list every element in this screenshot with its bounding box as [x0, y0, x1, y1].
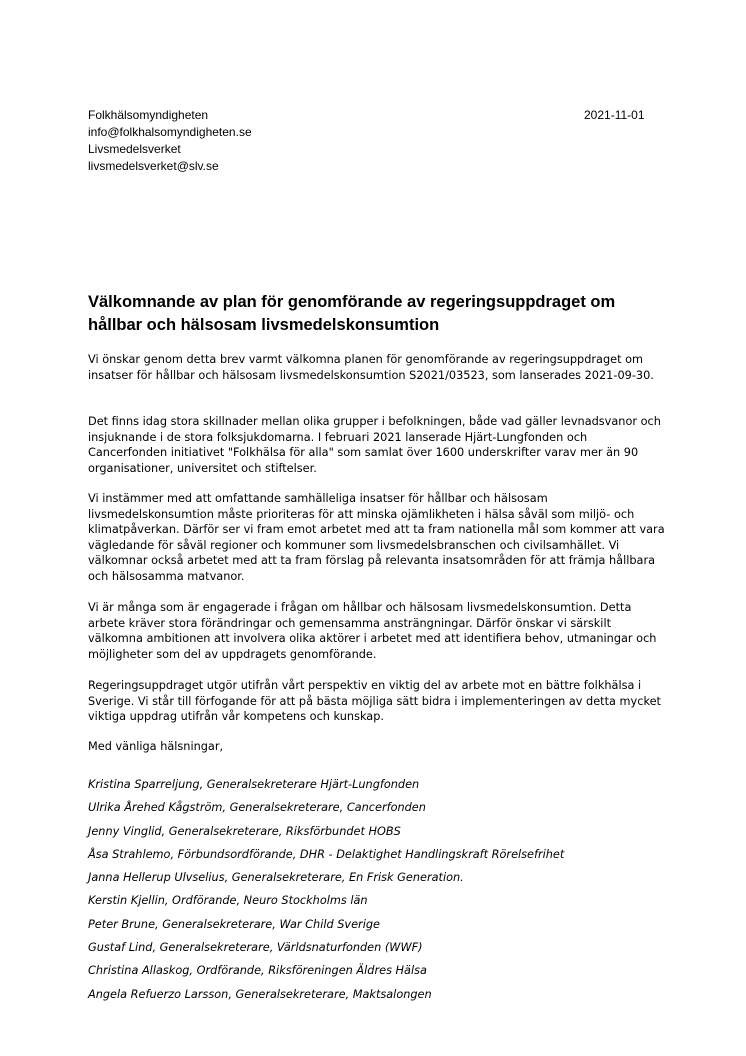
letter-date: 2021-11-01	[584, 108, 645, 122]
signatory-line: Ulrika Årehed Kågström, Generalsekreterare, Cancerfonden	[88, 801, 426, 815]
signatory-list	[88, 777, 564, 1010]
body-paragraph-support: Regeringsuppdraget utgör utifrån vårt perspektiv en viktig del av arbete mot en bättre folkhälsa i Sverige. Vi står till förfogande för att på bästa möjliga sätt bidra i implementeringen av detta mycket viktiga uppdrag utifrån vår kompetens och kunskap.	[88, 679, 661, 724]
sender-email-livsmedelsverket: livsmedelsverket@slv.se	[88, 159, 219, 173]
signatory-line: Kristina Sparreljung, Generalsekreterare Hjärt-Lungfonden	[88, 778, 420, 791]
signatory-line: Janna Hellerup Ulvselius, Generalsekreterare, En Frisk Generation.	[88, 871, 464, 885]
sender-address-block	[88, 107, 252, 175]
signatory-line: Jenny Vinglid, Generalsekreterare, Riksförbundet HOBS	[88, 824, 401, 838]
body-paragraph-intro: Vi önskar genom detta brev varmt välkomna planen för genomförande av regeringsuppdraget om insatser för hållbar och hälsosam livsmedelskonsumtion S2021/03523, som lanserades 2021-09-30.	[88, 353, 654, 382]
closing-greeting: Med vänliga hälsningar,	[88, 740, 224, 753]
signatory-line: Peter Brune, Generalsekreterare, War Child Sverige	[88, 917, 380, 931]
body-paragraph-priorities: Vi instämmer med att omfattande samhälleliga insatser för hållbar och hälsosam livsmedelskonsumtion måste prioriteras för att minska ojämlikheten i hälsa såväl som miljö- och klimatpåverkan. Därför ser vi fram emot arbetet med att ta fram nationella mål som kommer att vara vägledande för såväl regioner och kommuner som livsmedelsbranschen och civilsamhället. Vi välkomnar också arbetet med att ta fram förslag på relevanta insatsområden för att främja hållbara och hälsosamma matvanor.	[88, 492, 665, 583]
letter-title: Välkomnande av plan för genomförande av regeringsuppdraget om hållbar och hälsosam livsmedelskonsumtion	[88, 293, 616, 334]
signatory-line: Kerstin Kjellin, Ordförande, Neuro Stockholms län	[88, 894, 368, 908]
sender-name-folkhalsomyndigheten: Folkhälsomyndigheten	[88, 108, 209, 122]
signatory-line: Gustaf Lind, Generalsekreterare, Världsnaturfonden (WWF)	[88, 941, 423, 955]
signatory-line: Christina Allaskog, Ordförande, Riksföreningen Äldres Hälsa	[88, 964, 427, 978]
signatory-line: Åsa Strahlemo, Förbundsordförande, DHR - Delaktighet Handlingskraft Rörelsefrihet	[88, 847, 565, 861]
sender-email-folkhalsomyndigheten: info@folkhalsomyndigheten.se	[88, 125, 252, 139]
signatory-line: Angela Refuerzo Larsson, Generalsekreterare, Maktsalongen	[88, 987, 432, 1001]
body-paragraph-background: Det finns idag stora skillnader mellan olika grupper i befolkningen, både vad gäller levnadsvanor och insjuknande i de stora folksjukdomarna. I februari 2021 lanserade Hjärt-Lungfonden och Cancerfonden initiativet "Folkhälsa för alla" som samlat över 1600 underskrifter varav mer än 90 organisationer, universitet och stiftelser.	[88, 415, 661, 475]
sender-name-livsmedelsverket: Livsmedelsverket	[88, 142, 181, 156]
body-paragraph-engagement: Vi är många som är engagerade i frågan om hållbar och hälsosam livsmedelskonsumtion. Detta arbete kräver stora förändringar och gemensamma ansträngningar. Därför önskar vi särskilt välkomna ambitionen att involvera olika aktörer i arbetet med att identifiera behov, utmaningar och möjligheter som del av uppdragets genomförande.	[88, 601, 657, 661]
